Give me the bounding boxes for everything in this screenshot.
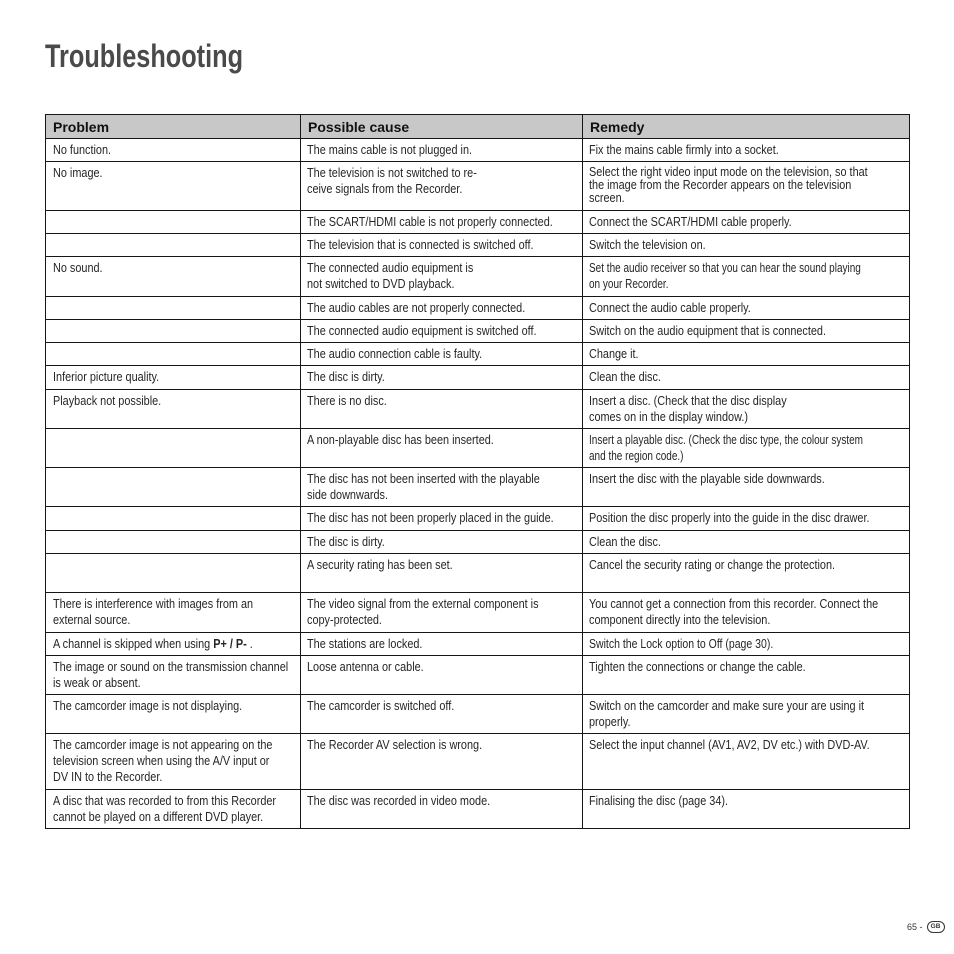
remedy-text: Set the audio receiver so that you can hear the sound playing on your Recorder. (589, 261, 861, 291)
remedy-text: Tighten the connections or change the cable. (589, 660, 806, 674)
cause-cell (301, 257, 583, 297)
remedy-text: Position the disc properly into the guide in the disc drawer. (589, 511, 870, 525)
problem-text: The camcorder image is not appearing on the television screen when using the A/V input or DV IN to the Recorder. (53, 738, 273, 784)
table-row (46, 695, 910, 734)
cause-text: The disc was recorded in video mode. (307, 794, 491, 808)
cause-text: The connected audio equipment is switched off. (307, 324, 537, 338)
problem-text-start: A channel is skipped when using (53, 637, 214, 651)
header-problem: Problem (46, 115, 301, 139)
cause-text: The stations are locked. (307, 637, 423, 651)
remedy-text: Select the input channel (AV1, AV2, DV etc.) with DVD-AV. (589, 738, 870, 752)
problem-cell (46, 139, 301, 162)
problem-cell (46, 507, 301, 531)
problem-text: No image. (53, 166, 103, 180)
cause-cell (301, 633, 583, 656)
problem-cell (46, 554, 301, 593)
remedy-text: Finalising the disc (page 34). (589, 794, 729, 808)
problem-cell (46, 429, 301, 468)
remedy-cell (583, 531, 910, 554)
problem-cell (46, 297, 301, 320)
cause-cell (301, 554, 583, 593)
problem-text-end: . (246, 637, 253, 651)
cause-text: Loose antenna or cable. (307, 660, 424, 674)
cause-cell (301, 343, 583, 366)
cause-text: The disc has not been inserted with the playable side downwards. (307, 472, 540, 502)
remedy-cell (583, 468, 910, 507)
problem-text: The camcorder image is not displaying. (53, 699, 243, 713)
cause-cell (301, 297, 583, 320)
table-row (46, 162, 910, 211)
header-remedy: Remedy (583, 115, 910, 139)
remedy-cell (583, 343, 910, 366)
table-row (46, 211, 910, 234)
problem-text (53, 636, 263, 652)
table-row (46, 593, 910, 633)
cause-text: The mains cable is not plugged in. (307, 143, 473, 157)
cause-cell (301, 507, 583, 531)
cause-cell (301, 211, 583, 234)
table-body (46, 139, 910, 829)
problem-cell (46, 320, 301, 343)
problem-cell (46, 790, 301, 829)
problem-cell (46, 234, 301, 257)
cause-cell (301, 593, 583, 633)
cause-text: The video signal from the external component is copy-protected. (307, 597, 539, 627)
cause-cell (301, 234, 583, 257)
table-row (46, 139, 910, 162)
remedy-text: Clean the disc. (589, 535, 661, 549)
cause-cell (301, 468, 583, 507)
remedy-text: Switch on the audio equipment that is connected. (589, 324, 826, 338)
cause-cell (301, 320, 583, 343)
table-row (46, 234, 910, 257)
channel-keys-label: P+ / P- (213, 637, 247, 651)
table-row (46, 297, 910, 320)
remedy-cell (583, 139, 910, 162)
cause-text: The television is not switched to re- ceive signals from the Recorder. (307, 166, 477, 196)
remedy-text: Insert a disc. (Check that the disc display comes on in the display window.) (589, 394, 787, 424)
remedy-cell (583, 257, 910, 297)
problem-cell (46, 257, 301, 297)
table-row (46, 320, 910, 343)
remedy-text: Switch the television on. (589, 238, 706, 252)
problem-cell (46, 162, 301, 211)
table-row (46, 790, 910, 829)
cause-cell (301, 734, 583, 790)
cause-cell (301, 790, 583, 829)
problem-cell (46, 390, 301, 429)
remedy-text: You cannot get a connection from this recorder. Connect the component directly into the television. (589, 597, 879, 627)
cause-text: The television that is connected is switched off. (307, 238, 534, 252)
problem-text: Inferior picture quality. (53, 370, 160, 384)
remedy-cell (583, 297, 910, 320)
cause-cell (301, 531, 583, 554)
page-title: Troubleshooting (45, 38, 244, 74)
cause-cell (301, 162, 583, 211)
remedy-text: Connect the SCART/HDMI cable properly. (589, 215, 792, 229)
troubleshooting-table (45, 114, 910, 829)
table-row (46, 390, 910, 429)
problem-cell (46, 468, 301, 507)
table-row (46, 656, 910, 695)
remedy-text: Fix the mains cable firmly into a socket. (589, 143, 779, 157)
remedy-cell (583, 162, 910, 211)
remedy-cell (583, 211, 910, 234)
cause-cell (301, 429, 583, 468)
problem-cell (46, 343, 301, 366)
remedy-cell (583, 507, 910, 531)
region-badge: GB (927, 921, 945, 933)
table-header-row (46, 115, 910, 139)
remedy-cell (583, 734, 910, 790)
cause-text: There is no disc. (307, 394, 387, 408)
cause-text: The disc is dirty. (307, 535, 385, 549)
table-row (46, 468, 910, 507)
remedy-text: Change it. (589, 347, 639, 361)
problem-text: The image or sound on the transmission channel is weak or absent. (53, 660, 289, 690)
remedy-cell (583, 633, 910, 656)
page-number: 65 - (907, 921, 923, 932)
remedy-cell (583, 695, 910, 734)
table-row (46, 554, 910, 593)
remedy-cell (583, 234, 910, 257)
remedy-cell (583, 320, 910, 343)
cause-text: A security rating has been set. (307, 558, 453, 572)
table-row (46, 507, 910, 531)
remedy-cell (583, 366, 910, 390)
cause-text: A non-playable disc has been inserted. (307, 433, 494, 447)
cause-text: The audio cables are not properly connected. (307, 301, 526, 315)
problem-cell (46, 593, 301, 633)
remedy-cell (583, 429, 910, 468)
table-row (46, 429, 910, 468)
problem-cell (46, 366, 301, 390)
table-row (46, 633, 910, 656)
cause-text: The disc is dirty. (307, 370, 385, 384)
problem-text: There is interference with images from an external source. (53, 597, 254, 627)
problem-cell (46, 531, 301, 554)
page-footer (907, 921, 945, 933)
cause-text: The camcorder is switched off. (307, 699, 455, 713)
problem-cell (46, 211, 301, 234)
remedy-text: Switch the Lock option to Off (page 30). (589, 637, 774, 651)
problem-text: Playback not possible. (53, 394, 162, 408)
cause-text: The disc has not been properly placed in the guide. (307, 511, 554, 525)
remedy-cell (583, 554, 910, 593)
cause-text: The Recorder AV selection is wrong. (307, 738, 483, 752)
problem-cell (46, 734, 301, 790)
remedy-cell (583, 790, 910, 829)
remedy-cell (583, 656, 910, 695)
problem-cell (46, 695, 301, 734)
cause-cell (301, 139, 583, 162)
remedy-text: Switch on the camcorder and make sure your are using it properly. (589, 699, 865, 729)
remedy-text: Connect the audio cable properly. (589, 301, 751, 315)
header-cause: Possible cause (301, 115, 583, 139)
remedy-cell (583, 593, 910, 633)
table-row (46, 257, 910, 297)
problem-cell (46, 633, 301, 656)
table-row (46, 531, 910, 554)
cause-text: The audio connection cable is faulty. (307, 347, 483, 361)
table-header (46, 115, 910, 139)
remedy-text: Insert the disc with the playable side downwards. (589, 472, 825, 486)
remedy-text: Insert a playable disc. (Check the disc type, the colour system and the region code.) (589, 433, 864, 463)
cause-cell (301, 695, 583, 734)
remedy-text: Select the right video input mode on the television, so that the image from the Recorder appears on the television screen. (589, 165, 868, 205)
problem-text: No sound. (53, 261, 103, 275)
problem-text: A disc that was recorded to from this Recorder cannot be played on a different DVD player. (53, 794, 277, 824)
cause-cell (301, 366, 583, 390)
problem-cell (46, 656, 301, 695)
remedy-cell (583, 390, 910, 429)
problem-text: No function. (53, 143, 112, 157)
table-row (46, 366, 910, 390)
cause-cell (301, 656, 583, 695)
cause-cell (301, 390, 583, 429)
remedy-text: Cancel the security rating or change the protection. (589, 558, 836, 572)
cause-text: The connected audio equipment is not switched to DVD playback. (307, 261, 474, 291)
table-row (46, 343, 910, 366)
remedy-text: Clean the disc. (589, 370, 661, 384)
table-row (46, 734, 910, 790)
cause-text: The SCART/HDMI cable is not properly connected. (307, 215, 553, 229)
